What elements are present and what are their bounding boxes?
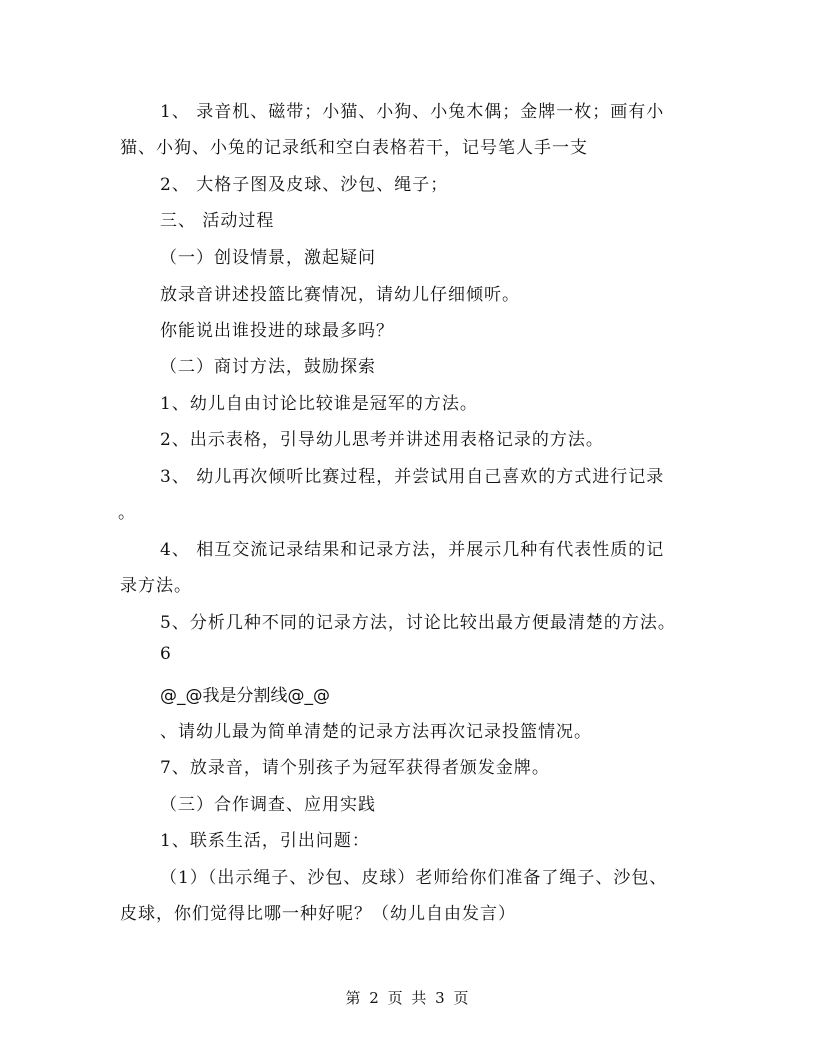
subsection-heading: （一）创设情景，激起疑问 [160,248,376,268]
text-line: 你能说出谁投进的球最多吗？ [160,321,394,341]
text-line: 1、幼儿自由讨论比较谁是冠军的方法。 [160,394,478,414]
text-line: 5、分析几种不同的记录方法，讨论比较出最方便最清楚的方法。 [160,613,676,633]
text-line: 。 [118,503,136,523]
text-line: 、请幼儿最为简单清楚的记录方法再次记录投篮情况。 [160,722,592,742]
text-line: 猫、小狗、小兔的记录纸和空白表格若干，记号笔人手一支 [120,138,588,158]
page-footer: 第 2 页 共 3 页 [345,989,471,1007]
text-line: 皮球，你们觉得比哪一种好呢？（幼儿自由发言） [120,904,516,924]
text-line: 放录音讲述投篮比赛情况，请幼儿仔细倾听。 [160,285,520,305]
subsection-heading: （三）合作调查、应用实践 [160,795,376,815]
text-line: 4、 相互交流记录结果和记录方法，并展示几种有代表性质的记 [160,540,665,560]
text-line: 3、 幼儿再次倾听比赛过程，并尝试用自己喜欢的方式进行记录 [160,467,665,487]
text-line: 7、放录音，请个别孩子为冠军获得者颁发金牌。 [160,758,550,778]
text-line: 2、出示表格，引导幼儿思考并讲述用表格记录的方法。 [160,430,604,450]
section-heading: 三、 活动过程 [160,211,275,231]
text-line: 1、 录音机、磁带；小猫、小狗、小兔木偶；金牌一枚；画有小 [160,102,665,122]
text-line: 1、联系生活，引出问题： [160,831,370,851]
text-line: 2、 大格子图及皮球、沙包、绳子； [160,175,449,195]
text-line: 录方法。 [120,576,192,596]
subsection-heading: （二）商讨方法，鼓励探索 [160,357,376,377]
text-line: 6 [160,644,172,664]
text-line: （1）（出示绳子、沙包、皮球）老师给你们准备了绳子、沙包、 [160,868,668,888]
divider-text: @_@我是分割线@_@ [160,686,330,706]
